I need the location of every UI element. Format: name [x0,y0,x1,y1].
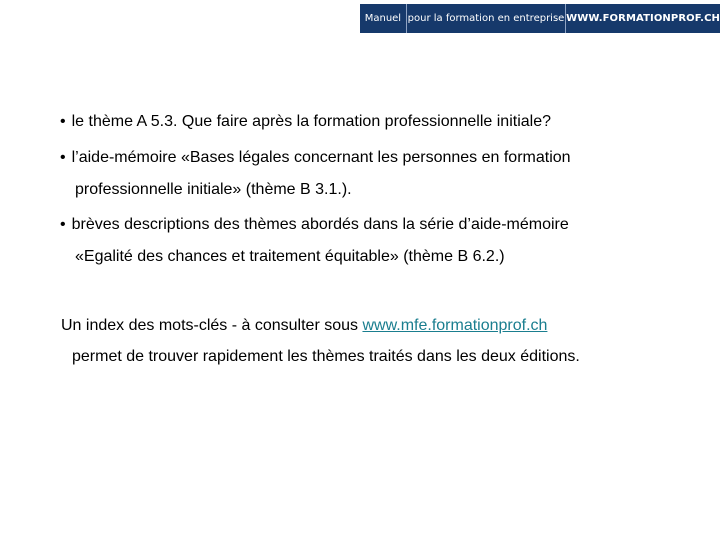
bullet-symbol: • [60,113,66,130]
bullet-item-1 [60,113,551,131]
bullet-text: brèves descriptions des thèmes abordés dans la série d’aide-mémoire [71,216,569,233]
header-website-link[interactable]: WWW.FORMATIONPROF.CH [566,13,720,24]
bullet-text: l’aide-mémoire «Bases légales concernant les personnes en formation [71,149,571,166]
bullet-text: le thème A 5.3. Que faire après la formation professionnelle initiale? [71,113,551,130]
index-paragraph-text: Un index des mots-clés - à consulter sous [61,317,363,334]
bullet-item-3 [60,216,569,234]
bullet-symbol: • [60,216,66,233]
header-manuel: Manuel [364,13,402,24]
index-paragraph-line-1 [61,317,547,335]
mfe-website-link[interactable]: www.mfe.formationprof.ch [362,317,548,334]
bullet-item-2-continuation: professionnelle initiale» (thème B 3.1.). [75,181,352,198]
bullet-symbol: • [60,149,66,166]
bullet-item-3-continuation: «Egalité des chances et traitement équitable» (thème B 6.2.) [75,248,505,265]
header-subtitle: pour la formation en entreprise [407,13,565,24]
index-paragraph-line-2: permet de trouver rapidement les thèmes traités dans les deux éditions. [72,348,580,365]
bullet-item-2 [60,149,571,167]
